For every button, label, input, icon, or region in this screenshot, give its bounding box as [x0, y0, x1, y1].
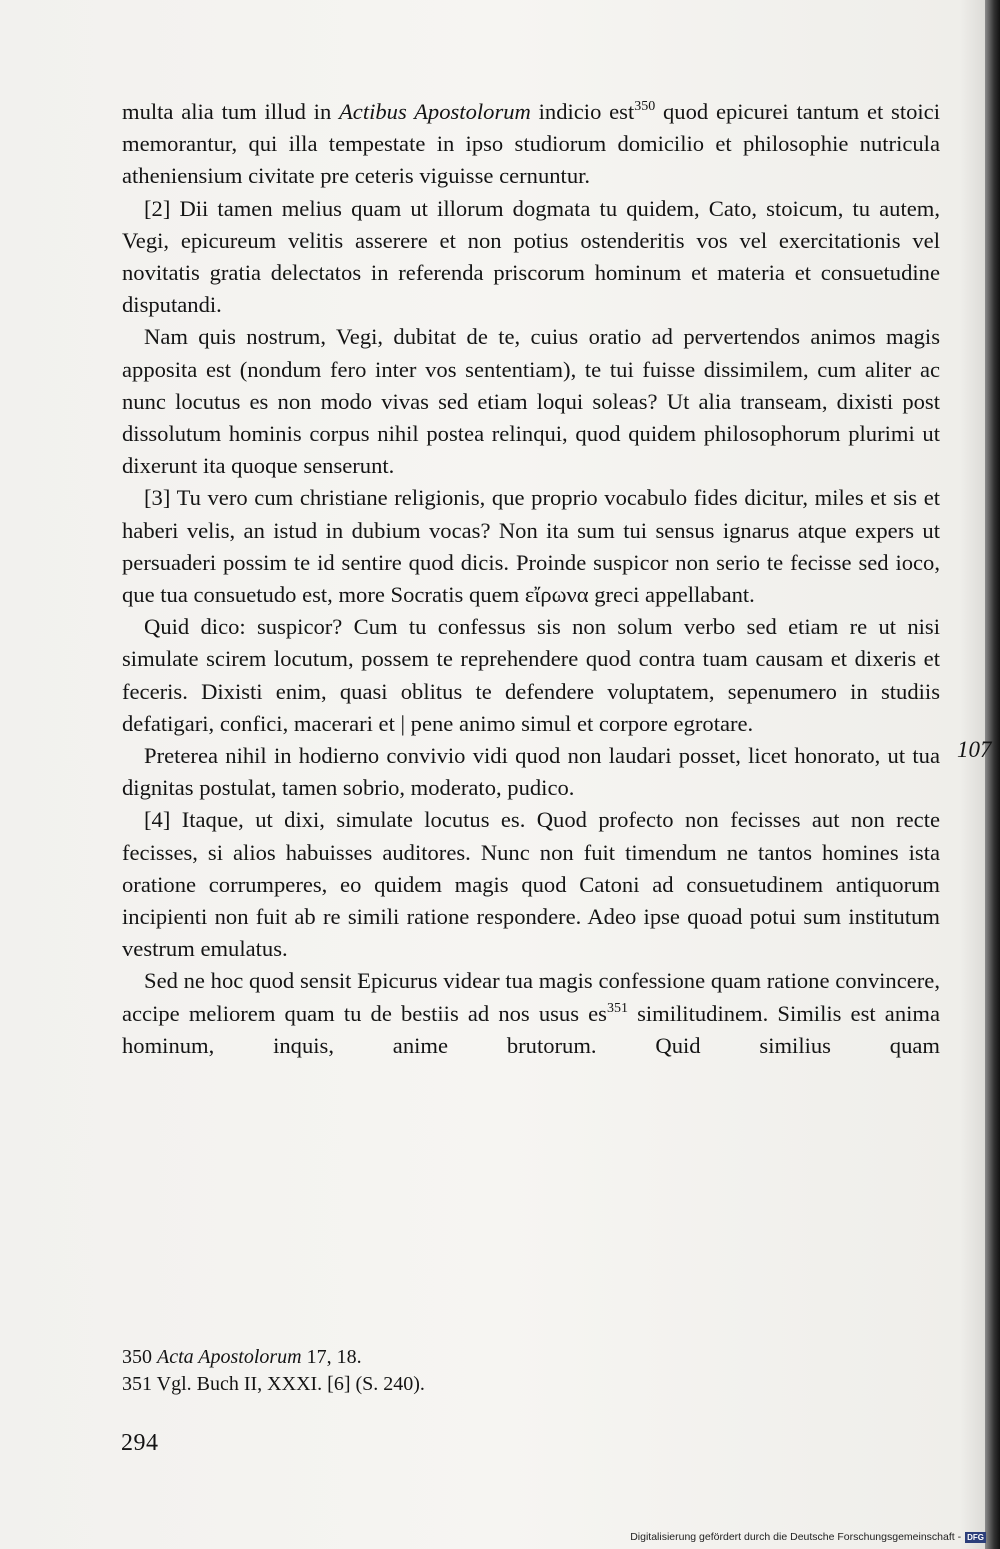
- paragraph-2: [2] Dii tamen melius quam ut illorum dogmata tu quidem, Cato, stoicum, tu autem, Vegi, epicureum velitis asserere et non potius ostenderitis vos vel exercitationis vel novitatis gratia delectatos in referenda priscorum hominum et materia et consuetudine disputandi.: [122, 195, 940, 318]
- credit-text: Digitalisierung gefördert durch die Deutsche Forschungsgemeinschaft -: [630, 1531, 962, 1543]
- footnote-number: 350: [122, 1346, 152, 1368]
- paragraph-1: [122, 96, 940, 193]
- p8-text-end: similitudinem. Similis est anima hominum, inquis, anime brutorum. Quid similius quam: [122, 1000, 940, 1058]
- footnote-italic: Acta Apostolorum: [157, 1346, 302, 1368]
- p1-text-end: quod epicurei tantum et stoici memorantur, qui illa tempestate in ipso studiorum domicilio et philosophie nutricula atheniensium civitate pre ceteris viguisse cernuntur.: [122, 99, 940, 189]
- p1-text-mid: indicio est: [530, 99, 635, 124]
- footnote-number: 351: [122, 1373, 152, 1395]
- paragraph-3: Nam quis nostrum, Vegi, dubitat de te, cuius oratio ad pervertendos animos magis apposita est (nondum fero inter vos sententiam), te tui fuisse dissimilem, cum aliter ac nunc locutus es non modo vivas sed etiam loqui soleas? Ut alia transeam, dixisti post dissolutum hominis corpus nihil postea relinqui, quod quidem philosophorum plurimi ut dixerunt ita quoque senserunt.: [122, 324, 940, 479]
- footnote-350: [122, 1344, 822, 1371]
- page-number: 294: [121, 1430, 159, 1456]
- page-edge-shadow: [985, 0, 1000, 1549]
- paragraph-6: Preterea nihil in hodierno convivio vidi quod non laudari posset, licet honorato, ut tua dignitas postulat, tamen sobrio, moderato, pudico.: [122, 743, 940, 801]
- p8-text-start: Sed ne hoc quod sensit Epicurus videar tua magis confessione quam ratione convincere, accipe meliorem quam tu de bestiis ad nos usus es: [122, 968, 940, 1026]
- footnote-text: 17, 18.: [301, 1346, 362, 1368]
- main-text: [122, 96, 940, 1062]
- digitization-credit: [606, 1531, 986, 1543]
- footnote-text: Vgl. Buch II, XXXI. [6] (S. 240).: [156, 1373, 425, 1395]
- dfg-logo: DFG: [967, 1532, 984, 1542]
- footnotes: [122, 1344, 822, 1398]
- p1-italic-title: Actibus Apostolorum: [339, 99, 531, 124]
- margin-page-number: 107: [957, 737, 992, 762]
- paragraph-4: [3] Tu vero cum christiane religionis, que proprio vocabulo fides dicitur, miles et sis et haberi velis, an istud in dubium vocas? Non ita sum tui sensus ignarus atque expers ut persuaderi possim te id sentire quod dicis. Proinde suspicor non serio te fecisse sed ioco, que tua consuetudo est, more Socratis quem εἴρωνα greci appellabant.: [122, 485, 940, 608]
- paragraph-5: Quid dico: suspicor? Cum tu confessus sis non solum verbo sed etiam re ut nisi simulate scirem locutum, possem te reprehendere quod contra tuam causam et dixeris et feceris. Dixisti enim, quasi oblitus te defendere voluptatem, sepenumero in studiis defatigari, confici, macerari et | pene animo simul et corpore egrotare.: [122, 614, 940, 736]
- footnote-351: [122, 1371, 822, 1398]
- p1-text-start: multa alia tum illud in: [122, 99, 339, 124]
- paragraph-8: [122, 965, 940, 1062]
- footnote-ref-351[interactable]: 351: [606, 1000, 628, 1016]
- footnote-ref-350[interactable]: 350: [634, 99, 656, 114]
- paragraph-7: [4] Itaque, ut dixi, simulate locutus es. Quod profecto non fecisses aut non recte fecisses, si alios habuisses auditores. Nunc non fuit timendum ne tantos homines ista oratione corrumperes, eo quidem magis quod Catoni ad consuetudinem antiquorum incipienti non fuit ab re simili ratione respondere. Adeo ipse quoad potui sum institutum vestrum emulatus.: [122, 807, 940, 962]
